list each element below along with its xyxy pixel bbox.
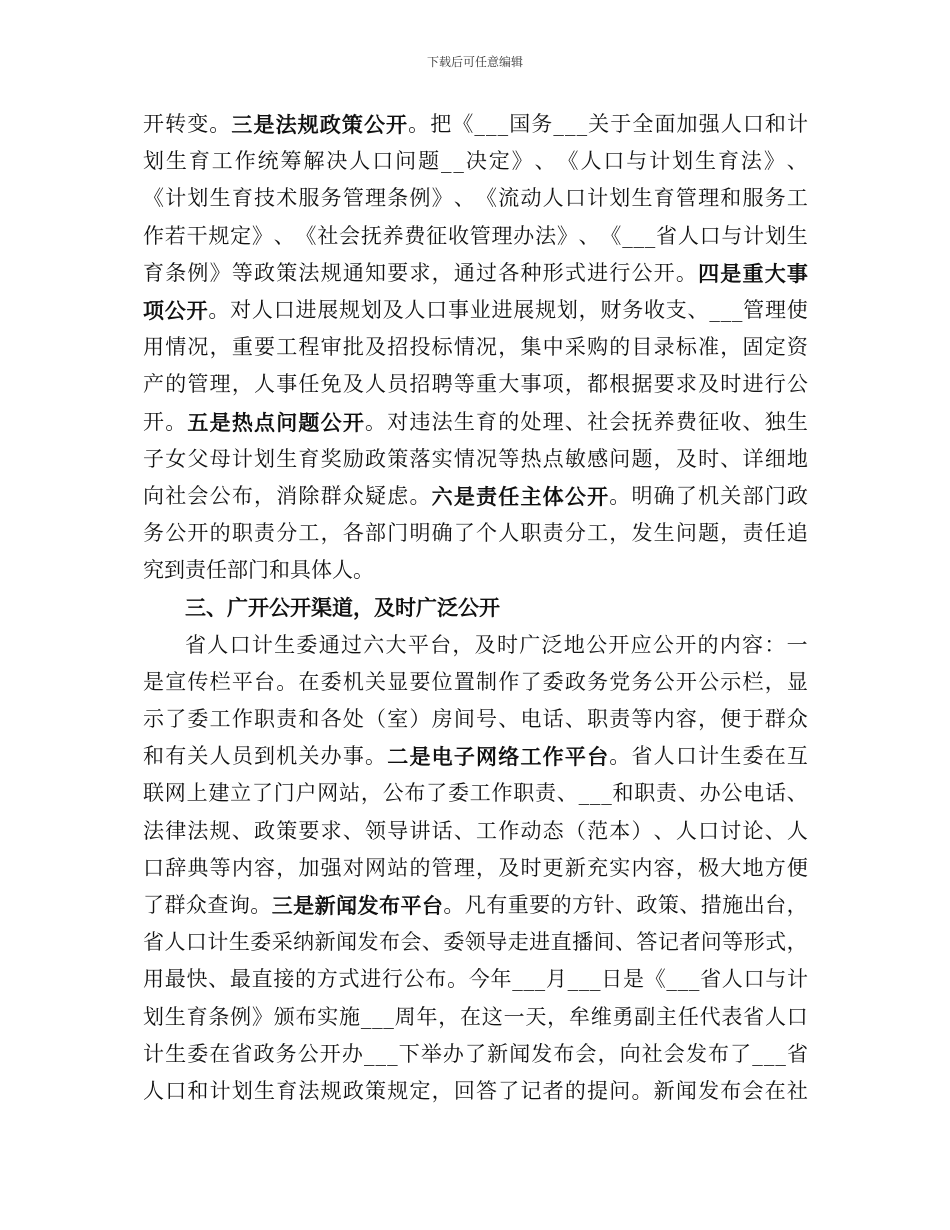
text-line: 是 宣 传 栏 平 台 。 在 委 机 关 显 要 位 置 制 作 了 委 政 务 党 务 公 开 公 示 栏 ， 显 (143, 669, 808, 694)
text-line: 用 最 快 、 最 直 接 的 方 式 进 行 公 布 。 今 年 _ _ _ 月 _ _ _ 日 是 《 _ _ _ 省 人 口 与 计 (143, 967, 808, 992)
text-line: 作 若 干 规 定 》 、 《 社 会 抚 养 费 征 收 管 理 办 法 》 、 《 _ _ _ 省 人 口 与 计 划 生 (143, 223, 808, 248)
text-line: 省 人 口 计 生 委 通 过 六 大 平 台 ， 及 时 广 泛 地 公 开 应 公 开 的 内 容 ： 一 (185, 632, 808, 657)
text-line: 产 的 管 理 ， 人 事 任 免 及 人 员 招 聘 等 重 大 事 项 ， 都 根 据 要 求 及 时 进 行 公 (143, 372, 808, 397)
text-line: 示 了 委 工 作 职 责 和 各 处 （ 室 ） 房 间 号 、 电 话 、 职 责 等 内 容 ， 便 于 群 众 (143, 707, 808, 731)
text-line: 和 有 关 人 员 到 机 关 办 事 。 二 是 电 子 网 络 工 作 平 台 。 省 人 口 计 生 委 在 互 (143, 744, 808, 770)
text-line: 项 公 开 。 对 人 口 进 展 规 划 及 人 口 事 业 进 展 规 划 ， 财 务 收 支 、 _ _ _ 管 理 使 (143, 297, 808, 323)
text-line: 法 律 法 规 、 政 策 要 求 、 领 导 讲 话 、 工 作 动 态 （ 范 本 ） 、 人 口 讨 论 、 人 (143, 818, 808, 843)
text-line: 务 公 开 的 职 责 分 工 ， 各 部 门 明 确 了 个 人 职 责 分 工 ， 发 生 问 题 ， 责 任 追 (143, 521, 808, 546)
text-line: 划 生 育 工 作 统 筹 解 决 人 口 问 题 _ _ 决 定 》 、 《 人 口 与 计 划 生 育 法 》 、 (143, 149, 808, 174)
text-line: 划 生 育 条 例 》 颁 布 实 施 _ _ _ 周 年 ， 在 这 一 天 ， 牟 维 勇 副 主 任 代 表 省 人 口 (143, 1004, 808, 1029)
text-line: 向 社 会 公 布 ， 消 除 群 众 疑 虑 。 六 是 责 任 主 体 公 开 。 明 确 了 机 关 部 门 政 (143, 483, 808, 509)
document-body (143, 106, 808, 1110)
text-line: 育 条 例 》 等 政 策 法 规 通 知 要 求 ， 通 过 各 种 形 式 进 行 公 开 。 四 是 重 大 事 (143, 260, 808, 286)
text-line: 计 生 委 在 省 政 务 公 开 办 _ _ _ 下 举 办 了 新 闻 发 布 会 ， 向 社 会 发 布 了 _ _ _ 省 (143, 1041, 808, 1066)
text-line: 省 人 口 计 生 委 采 纳 新 闻 发 布 会 、 委 领 导 走 进 直 播 间 、 答 记 者 问 等 形 式 ， (143, 930, 808, 955)
text-line: 子 女 父 母 计 划 生 育 奖 励 政 策 落 实 情 况 等 热 点 敏 感 问 题 ， 及 时 、 详 细 地 (143, 446, 808, 471)
text-line: 了 群 众 查 询 。 三 是 新 闻 发 布 平 台 。 凡 有 重 要 的 方 针 、 政 策 、 措 施 出 台 ， (143, 892, 808, 918)
text-line: 联 网 上 建 立 了 门 户 网 站 ， 公 布 了 委 工 作 职 责 、 _ _ _ 和 职 责 、 办 公 电 话 、 (143, 781, 808, 806)
text-line: 口 辞 典 等 内 容 ， 加 强 对 网 站 的 管 理 ， 及 时 更 新 充 实 内 容 ， 极 大 地 方 便 (143, 855, 808, 880)
text-line: 究 到 责 任 部 门 和 具 体 人 。 (143, 558, 374, 583)
text-line: 开 转 变 。 三 是 法 规 政 策 公 开 。 把 《 _ _ _ 国 务 _ _ _ 关 于 全 面 加 强 人 口 和 计 (143, 112, 808, 137)
text-line: 开 。 五 是 热 点 问 题 公 开 。 对 违 法 生 育 的 处 理 、 社 会 抚 养 费 征 收 、 独 生 (143, 409, 808, 435)
page-header: 下载后可任意编辑 (426, 55, 523, 69)
text-line: 人 口 和 计 划 生 育 法 规 政 策 规 定 ， 回 答 了 记 者 的 提 问 。 新 闻 发 布 会 在 社 (143, 1078, 808, 1103)
text-line: 《 计 划 生 育 技 术 服 务 管 理 条 例 》 、 《 流 动 人 口 计 划 生 育 管 理 和 服 务 工 (143, 186, 808, 211)
section-heading: 三 、 广 开 公 开 渠 道 ， 及 时 广 泛 公 开 (185, 595, 500, 621)
text-line: 用 情 况 ， 重 要 工 程 审 批 及 招 投 标 情 况 ， 集 中 采 购 的 目 录 标 准 ， 固 定 资 (143, 335, 808, 360)
